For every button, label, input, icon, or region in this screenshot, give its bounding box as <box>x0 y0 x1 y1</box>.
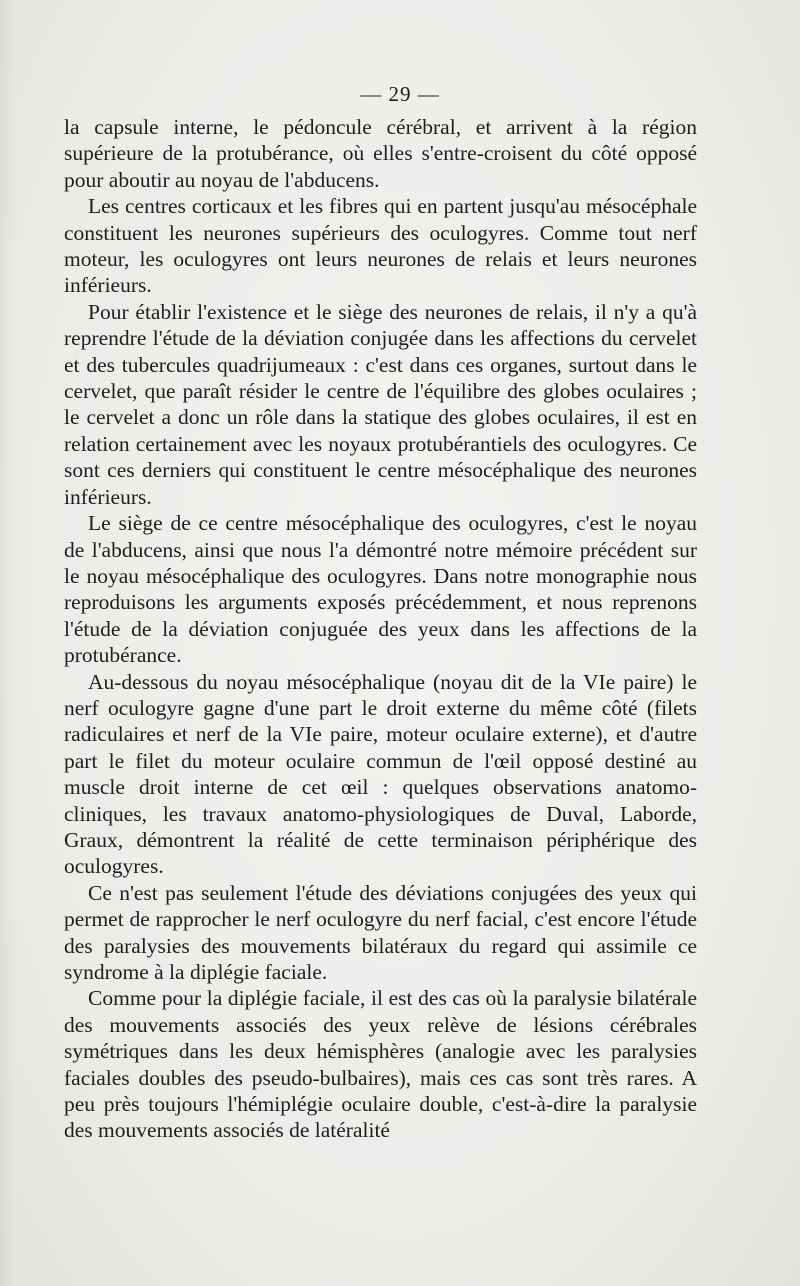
paragraph-6: Ce n'est pas seulement l'étude des déviations conjugées des yeux qui permet de rapprocher le nerf oculogyre du nerf facial, c'est encore l'étude des paralysies des mouvements bilatéraux du regard qui assimile ce syndrome à la diplégie faciale. <box>64 880 697 984</box>
page-number: — 29 — <box>360 82 440 106</box>
paragraph-1: la capsule interne, le pédoncule cérébral, et arrivent à la région supérieure de la protubérance, où elles s'entre-croisent du côté opposé pour aboutir au noyau de l'abducens. <box>64 115 697 192</box>
paragraph-7: Comme pour la diplégie faciale, il est des cas où la paralysie bilatérale des mouvements associés des yeux relève de lésions cérébrales symétriques dans les deux hémisphères (analogie avec les paralysies faciales doubles des pseudo-bulbaires), mais ces cas sont très rares. A peu près toujours l'hémiplégie oculaire double, c'est-à-dire la paralysie des mouvements associés de latéralité <box>64 986 697 1143</box>
body-text <box>64 114 697 1144</box>
paragraph-3: Pour établir l'existence et le siège des neurones de relais, il n'y a qu'à reprendre l'étude de la déviation conjugée dans les affections du cervelet et des tubercules quadrijumeaux : c'est dans ces organes, surtout dans le cervelet, que paraît résider le centre de l'équilibre des globes oculaires ; le cervelet a donc un rôle dans la statique des globes oculaires, il est en relation certainement avec les noyaux protubérantiels des oculogyres. Ce sont ces derniers qui constituent le centre mésocéphalique des neurones inférieurs. <box>64 299 697 509</box>
paragraph-4: Le siège de ce centre mésocéphalique des oculogyres, c'est le noyau de l'abducens, ainsi que nous l'a démontré notre mémoire précédent sur le noyau mésocéphalique des oculogyres. Dans notre monographie nous reproduisons les arguments exposés précédemment, et nous reprenons l'étude de la déviation conjuguée des yeux dans les affections de la protubérance. <box>64 511 697 668</box>
paragraph-2: Les centres corticaux et les fibres qui en partent jusqu'au mésocéphale constituent les neurones supérieurs des oculogyres. Comme tout nerf moteur, les oculogyres ont leurs neurones de relais et leurs neurones inférieurs. <box>64 194 697 298</box>
paragraph-5: Au-dessous du noyau mésocéphalique (noyau dit de la VIe paire) le nerf oculogyre gagne d'une part le droit externe du même côté (filets radiculaires et nerf de la VIe paire, moteur oculaire externe), et d'autre part le filet du moteur oculaire commun de l'œil opposé destiné au muscle droit interne de cet œil : quelques observations anatomo-cliniques, les travaux anatomo-physiologiques de Duval, Laborde, Graux, démontrent la réalité de cette terminaison périphérique des oculogyres. <box>64 669 697 879</box>
page-edge-shadow <box>0 0 14 1286</box>
